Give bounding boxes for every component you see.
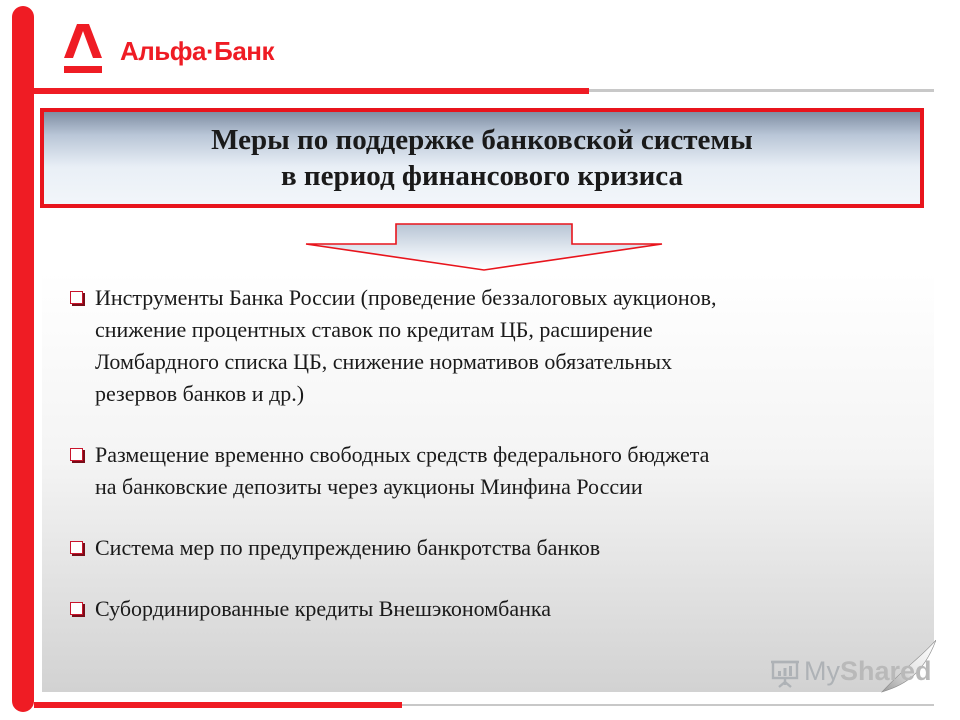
bullet-item bbox=[70, 282, 930, 410]
slide-title-line-2: в период финансового кризиса bbox=[280, 160, 684, 192]
down-arrow-icon bbox=[304, 222, 664, 272]
watermark-text bbox=[804, 656, 932, 687]
bullet-line: снижение процентных ставок по кредитам ЦБ, расширение bbox=[95, 317, 653, 342]
bullet-line: резервов банков и др.) bbox=[95, 381, 305, 406]
bullet-item bbox=[70, 439, 930, 503]
slide-title-line-1: Меры по поддержке банковской системы bbox=[211, 124, 753, 156]
bullet-line: Система мер по предупреждению банкротства банков bbox=[95, 535, 601, 560]
checkbox-bullet-icon bbox=[70, 291, 83, 304]
bullet-line: Субординированные кредиты Внешэкономбанка bbox=[95, 596, 552, 621]
bullet-list bbox=[70, 282, 930, 654]
footer-divider-grey bbox=[402, 704, 934, 706]
presentation-board-icon bbox=[770, 658, 800, 688]
checkbox-bullet-icon bbox=[70, 541, 83, 554]
alfa-logo-icon bbox=[60, 22, 106, 76]
alfa-bank-logo bbox=[60, 22, 310, 82]
header-divider-red bbox=[34, 88, 589, 94]
slide-title-box bbox=[40, 108, 924, 208]
checkbox-bullet-icon bbox=[70, 602, 83, 615]
bullet-item bbox=[70, 532, 930, 564]
bullet-item bbox=[70, 593, 930, 625]
watermark-my: My bbox=[804, 656, 840, 686]
checkbox-bullet-icon bbox=[70, 448, 83, 461]
header-divider-grey bbox=[589, 89, 934, 92]
bullet-line: Размещение временно свободных средств федерального бюджета bbox=[95, 442, 710, 467]
myshared-watermark bbox=[770, 656, 930, 690]
logo-text: Альфа·Банк bbox=[120, 36, 275, 66]
bullet-line: Инструменты Банка России (проведение беззалоговых аукционов, bbox=[95, 285, 717, 310]
left-accent-bar bbox=[12, 6, 34, 712]
watermark-shared: Shared bbox=[840, 656, 932, 686]
bullet-line: на банковские депозиты через аукционы Минфина России bbox=[95, 474, 643, 499]
footer-divider-red bbox=[34, 702, 402, 708]
bullet-line: Ломбардного списка ЦБ, снижение нормативов обязательных bbox=[95, 349, 673, 374]
